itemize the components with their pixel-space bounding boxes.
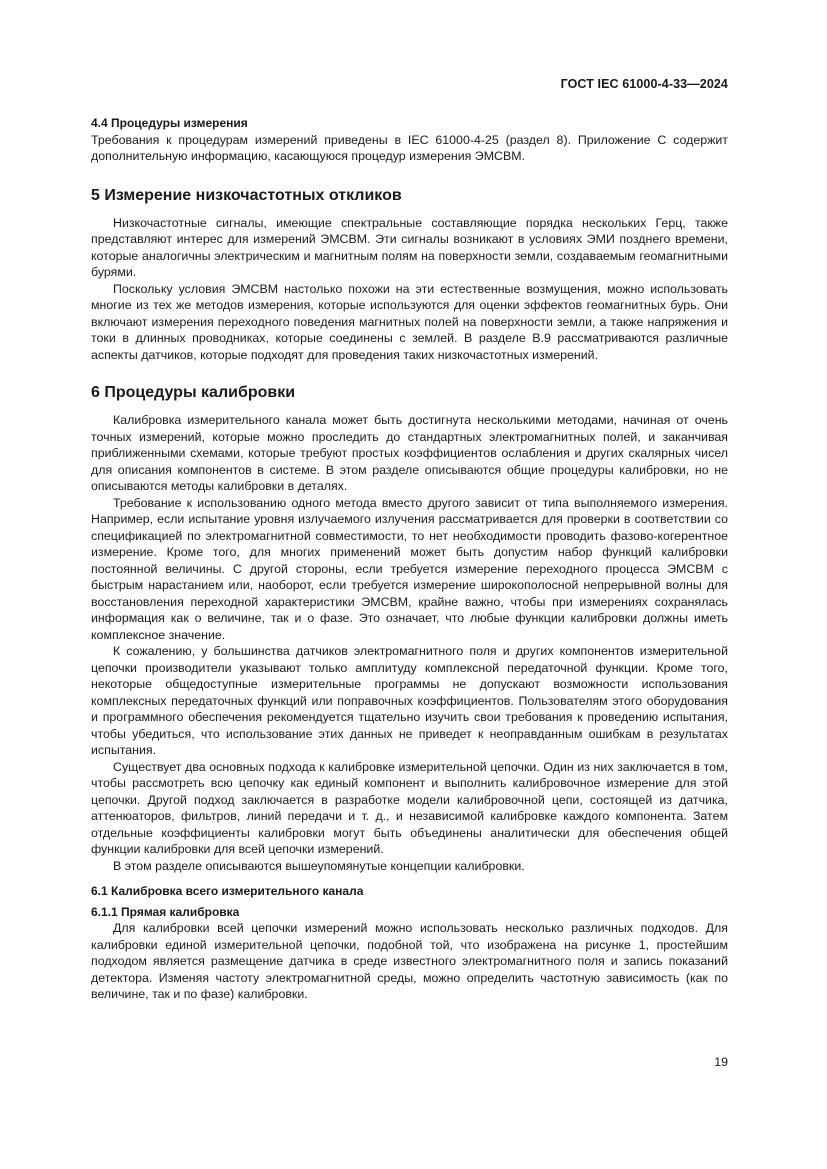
paragraph-4-4-1: Требования к процедурам измерений приведены в IEC 61000-4-25 (раздел 8). Приложение С содержит дополнительную информацию, касающуюся процедур измерения ЭМСВМ. <box>91 132 728 163</box>
page-number: 19 <box>714 1055 728 1069</box>
heading-6-1: 6.1 Калибровка всего измерительного канала <box>91 884 364 898</box>
heading-4-4: 4.4 Процедуры измерения <box>91 116 248 130</box>
paragraph-5-2: Поскольку условия ЭМСВМ настолько похожи на эти естественные возмущения, можно использовать многие из тех же методов измерения, которые используются для оценки эффектов геомагнитных бурь. Они включают измерения переходного поведения магнитных полей на поверхности земли, а также напряжения и токи в длинных проводниках, которые соединены с землей. В разделе В.9 рассматриваются различные аспекты датчиков, которые подходят для проведения таких низкочастотных измерений. <box>91 281 728 362</box>
paragraph-5-1: Низкочастотные сигналы, имеющие спектральные составляющие порядка нескольких Герц, также представляют интерес для измерений ЭМСВМ. Эти сигналы возникают в условиях ЭМИ позднего времени, которые аналогичны электрическим и магнитным полям на поверхности земли, создаваемым геомагнитными бурями. <box>91 215 728 279</box>
paragraph-6-1-1-1: Для калибровки всей цепочки измерений можно использовать несколько различных подходов. Для калибровки единой измерительной цепочки, подобной той, что изображена на рисунке 1, простейшим подходом является размещение датчика в среде известного электромагнитного поля и запись показаний детектора. Изменяя частоту электромагнитной среды, можно определить частотную зависимость (как по величине, так и по фазе) калибровки. <box>91 921 728 1001</box>
page-body <box>91 115 728 1003</box>
paragraph-6-4: Существует два основных подхода к калибровке измерительной цепочки. Один из них заключается в том, чтобы рассмотреть всю цепочку как единый компонент и выполнить калибровочное измерение для этой цепочки. Другой подход заключается в разработке модели калибровочной цепи, состоящей из датчика, аттенюаторов, фильтров, линий передачи и т. д., и независимой калибровке каждого компонента. Затем отдельные коэффициенты калибровки могут быть объединены аналитически для обеспечения общей функции калибровки для всей цепочки измерений. <box>91 759 728 856</box>
paragraph-6-3: К сожалению, у большинства датчиков электромагнитного поля и других компонентов измерительной цепочки производители указывают только амплитуду комплексной передаточной функции. Кроме того, некоторые общедоступные измерительные программы не допускают возможности использования комплексных передаточных функций или поправочных коэффициентов. Пользователям этого оборудования и программного обеспечения рекомендуется тщательно изучить свои требования к проведению испытания, чтобы убедиться, что использование этих данных не приведет к неоправданным ошибкам в результатах испытания. <box>91 644 728 757</box>
paragraph-6-5: В этом разделе описываются вышеупомянутые концепции калибровки. <box>113 858 525 873</box>
heading-section-5: 5 Измерение низкочастотных откликов <box>91 186 402 204</box>
paragraph-6-1: Калибровка измерительного канала может быть достигнута несколькими методами, начиная от очень точных измерений, которые можно проследить до стандартных электромагнитных полей, и заканчивая приближенными схемами, которые требуют простых коэффициентов ослабления и других скалярных чисел для описания компонентов в системе. В этом разделе описываются общие процедуры калибровки, но не описываются методы калибровки в деталях. <box>91 413 728 493</box>
paragraph-6-2: Требование к использованию одного метода вместо другого зависит от типа выполняемого измерения. Например, если испытание уровня излучаемого излучения рассматривается для проверки в соответствии со спецификацией по электромагнитной совместимости, то нет необходимости проводить фазово-когерентное измерение. Кроме того, для многих применений может быть допустим набор функций калибровки постоянной величины. С другой стороны, если требуется измерение переходного процесса ЭМСВМ с быстрым нарастанием или, наоборот, если требуется измерение широкополосной непрерывной волны для восстановления переходной характеристики ЭМСВМ, крайне важно, чтобы при измерениях сохранялась информация как о величине, так и о фазе. Это означает, что любые функции калибровки должны иметь комплексное значение. <box>91 495 728 642</box>
document-code: ГОСТ IEC 61000-4-33—2024 <box>560 77 728 91</box>
heading-6-1-1: 6.1.1 Прямая калибровка <box>91 904 240 919</box>
heading-section-6: 6 Процедуры калибровки <box>91 384 296 401</box>
